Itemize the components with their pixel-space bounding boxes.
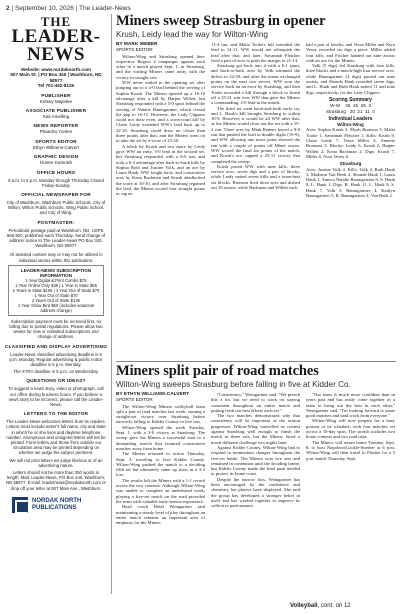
subscription-box bbox=[8, 265, 104, 316]
story-paragraph: The Miners returned to action Thursday, Sept. 3, traveling to face Kidder County. Wilton-Wing pushed the match to a deciding fifth set but ultimately came up short in a 3-2 loss. bbox=[116, 451, 205, 478]
letters-text: The Leader-News welcomes letters from its readers. Letters must include writer's full name, city and state in which he or she lives and daytime telephone number. Anonymous and unsigned letters will not be printed. Form letters and those from outside our circulation area may be printed depending on whether we judge the subject pertinent. bbox=[6, 419, 106, 456]
subscription-line: 2 Years in State $105 | 1 Year Out of State $70 bbox=[12, 287, 100, 293]
questions-text: To suggest a news story, video or photograph, call our office during business hours. If you believe a news story to be incorrect, please call the Leader-News. bbox=[8, 386, 104, 407]
story-column bbox=[306, 42, 395, 198]
story-paragraph: Despite the narrow loss, Weingartner has been encouraged by the confidence and chemistry her players have displayed. She said the group has developed a stronger belief in itself and has worked together to improve its collective performance. bbox=[211, 476, 300, 509]
story-divider bbox=[116, 361, 396, 362]
publisher-logo bbox=[12, 497, 100, 513]
story-paragraph: Krush paced WW with nine kills, three service aces, seven digs and a pair of blocks, while Leidy netted seven kills and a team-best six blocks. Bronson fired three aces and dished out 10 assists, while Backman and Willett each bbox=[211, 163, 300, 191]
story-byline: BY ETHYN WILLIAMS-CALVERT bbox=[116, 392, 190, 397]
publisher-logo-icon bbox=[12, 497, 28, 513]
story-deck: Wilton-Wing sweeps Strasburg before falling in five at Kidder Co. bbox=[116, 380, 351, 389]
subscription-line: 1 Year Digital & Print Combo $75 bbox=[25, 277, 87, 283]
questions-title: QUESTIONS OR IDEAS? bbox=[26, 379, 86, 385]
continuation-section: Volleyball bbox=[290, 603, 318, 609]
staff-name: Ethyn Williams-Calvert bbox=[32, 144, 80, 150]
office-hours-title: OFFICE HOURS bbox=[36, 170, 76, 176]
classified-extra: The XTRA deadline is 5 p.m. on Wednesday. bbox=[13, 369, 99, 375]
story-paragraph: Volk (5 digs) led Strasburg with four kills, three blocks and a match-high four service aces, while Baumgartner (4 digs) passed out nine assists, and Shonda Hauk recorded seven digs, and L. Hauk and Ruth Hauk netted 11 and nine digs, respectively, for the Lady Clippers. bbox=[306, 63, 395, 95]
subscription-title: LEADER-NEWS SUBSCRIPTION INFORMATION bbox=[20, 267, 92, 278]
masthead-title: LEADER-NEWS bbox=[11, 26, 101, 65]
classified-title: CLASSIFIED AND DISPLAY ADVERTISING bbox=[4, 344, 108, 350]
column-divider bbox=[111, 14, 112, 594]
continuation-page: cont. on 12 bbox=[320, 603, 351, 609]
story-paragraph: Against Kidder County, Wilton-Wing had to respond to momentum changes throughout the five-set battle. The Miners won two sets and remained in contention until the deciding frame, but Kidder County made the final push needed to protect its home court. bbox=[211, 444, 300, 477]
story-paragraph: 11-4 run, and Malia Tooke's kill extended the lead to 14-11. WW would not relinquish the lead after that, and later, Savannah Fletcher fired a pair of aces to push the margin to 21-14. bbox=[211, 42, 300, 63]
subscription-note: Subscription payment must be received first, no billing due to postal regulations. Please allow two weeks for new or restarted subscriptions and change of address. bbox=[9, 318, 103, 340]
subscription-line: 1 Year Snow Bird $60 (includes seasonal address change) bbox=[17, 302, 95, 313]
subscription-line: 1 Year Out of State $70 bbox=[34, 292, 78, 298]
masthead-the: THE bbox=[40, 14, 72, 29]
classified-text: Leader-News classified advertising deadline is 5 p.m. Monday. Regular advertising & public notice deadline is 5 p.m. Monday. bbox=[9, 351, 103, 367]
masthead-address: 607 Main St. | PO Box 340 | Washburn, ND 58577 bbox=[10, 72, 102, 83]
logo-line: NORDAK NORTH bbox=[32, 498, 82, 505]
story-column bbox=[306, 392, 395, 525]
postmaster-text: Periodicals postage paid at Washburn, ND, USPS 666-920, published each Thursday. Send change of address notice to The Leader-News PO Box 340, Washburn, ND 58577 bbox=[6, 227, 106, 249]
staff-title: SPORTS EDITOR bbox=[35, 139, 77, 145]
logo-line: PUBLICATIONS bbox=[32, 504, 77, 511]
page-number: 2 bbox=[6, 5, 10, 12]
leaders-text: Aces: Sophia Krush 3, Myah Bronson 3, Malia Tooke 1, Savannah Fletcher 1. Kills: Krush 9, Claire Leidy 7, Tessa Miller 4, Annette Bronnert 3. Blocks: Leidy 6, Krush 2, Harper Willett 2, Kena Backman 2. Digs: Krush 7, Miller 6, Nora Vesey 6. bbox=[306, 127, 395, 159]
story-paragraph: A block by Krush and two more by Leidy gave WW an early, 3-0 lead in the second set, but Strasburg responded with a 6-0 run, and took a 6-3 advantage after back-to-back kills by Sophia Roth and Justine Volk, and an ace by Laura Hauk. WW fought back, and consecutive aces by Kena Backman and Krush deadlocked the score at 10-10, and after Strasburg regained the lead, the Miners scored four straight points to cap an bbox=[116, 143, 205, 197]
story-column bbox=[211, 392, 300, 525]
story-paragraph: The third set went back-and-forth early on, and L. Hauk's kill brought Strasburg to within 10-9. However, it would be all WW after that, as the Miners would close out the set with a 15-2 run. Three aces by Miah Renner keyed a 9-0 run that pushed the lead to double digits (19-9), and WW allowing one more point showed the run with a couple of points off Miner errors, WW scored the final six points of the match, and Krush's ace capped a 25-11 victory that completed the sweep. bbox=[211, 105, 300, 164]
staff-name: Phaedra Yunker bbox=[39, 129, 73, 135]
office-hours-text: 9 a.m. to 5 p.m. Monday through Thursday Closed Friday-Sunday bbox=[8, 177, 104, 188]
masthead-website: Website: www.nordaknorth.com bbox=[21, 67, 91, 72]
letters-title: LETTERS TO THE EDITOR bbox=[23, 412, 89, 418]
story-paragraph: Wilton-Wing and Strasburg opened their respective Region 4 campaigns against each other in a match played Sept. 1, in Strasburg, and the visiting Miners came away with the victory in straight sets. bbox=[116, 53, 205, 80]
story-paragraph: "Our team is much more confident than in years past and has really come together as a team to bring out the best in each other," Weingartner said. "I'm looking forward to some good matches and hard work from everyone." bbox=[306, 392, 395, 419]
scoring-row: Strasburg 20 21 11 0 bbox=[326, 108, 375, 114]
assistance-note: All assisted content may or may not be utilized in individual stories within this publication. bbox=[9, 252, 103, 263]
story-split bbox=[116, 364, 396, 525]
story-paragraph: Strasburg got back into it with a 6-1 spurt, and back-to-back aces by Volk trimmed the deficit to 22-20, and after the teams exchanged points on the next two serves, WW won the service back on an error by Strasburg, and then Tooke recorded a kill through a block to finish off a 25-21 win over WW that gave the Miners a commanding, 2-0 lead in the match. bbox=[211, 63, 300, 106]
issue-date: September 10, 2026 bbox=[14, 5, 74, 12]
story-column bbox=[116, 42, 205, 198]
story-paragraph: Head coach Heidi Weingartner said maintaining a steady level of play throughout an entire match remains an important area of emphasis for the Miners. bbox=[116, 504, 205, 526]
story-deck: Krush, Leidy lead the way for Wilton-Wing bbox=[116, 30, 268, 39]
staff-title: NEWS REPORTER bbox=[33, 124, 79, 130]
official-newspaper-text: City of Washburn, Washburn Public Schools, City of Wilton, Wilton Public Schools, Wing Public School, and City of Wing. bbox=[6, 199, 106, 216]
story-credit: SPORTS EDITOR bbox=[116, 47, 153, 53]
story-paragraph: The results left the Miners with a 1-1 record across the two contests. Although Wilton-Wing was unable to complete an undefeated week, playing a five-set match on the road provided the team with valuable early-season experience. bbox=[116, 477, 205, 504]
scoring-title: Scoring Summary bbox=[329, 96, 372, 103]
story-byline: BY MARK WEBER bbox=[116, 42, 158, 47]
official-newspaper-title: OFFICIAL NEWSPAPER FOR bbox=[21, 192, 91, 198]
subscription-line: 1 Year Online Only $35 | 1 Year in State $55 bbox=[15, 282, 97, 288]
story-headline: Miners split pair of road matches bbox=[116, 363, 319, 379]
letters-text: Letters should not be more than 250 words in length. Mail: Leader-News, PO Box 340, Washburn, ND 58577. E-mail: leadernews@nordaknorth.com or drop off your letter at 607 Main Ave., Washburn. bbox=[6, 470, 106, 491]
story-paragraph: The two matches demonstrated why that consistency will be important as the season progresses. Wilton-Wing controlled its contest against Strasburg well enough to finish the match in three sets, but the Miners faced a much different challenge two nights later. bbox=[211, 413, 300, 445]
story-sweep bbox=[116, 14, 396, 198]
story-column bbox=[211, 42, 300, 198]
staff-name: Hunter Kamrath bbox=[39, 160, 73, 166]
strasburg-text: Aces: Justine Volk 4. Kills: Volk 4, Ruth Hauk 3, Madison Van Beek 2, Shonda Hauk 1, Laura Hauk 1, Annica Natalie Baumgartner 9, S. Hauk 8, L. Hauk 1. Digs: R. Hauk 11, L. Hauk 9, S. Hauk 7, Volk 5, Baumgartner 4, Kaitlyn Baumgartner 5, R. Baumgartner 4, Van Beek 2. bbox=[306, 166, 395, 199]
story-paragraph: "Consistency," Weingartner said. "We preach this a lot, but we need to work on staying consistent throughout an entire match and putting forth our best efforts each set." bbox=[211, 392, 300, 413]
story-paragraph: The Wilton-Wing Miners volleyball team split a pair of road matches last week, earning a straight-set victory over Strasburg before narrowly falling to Kidder County in five sets. bbox=[116, 403, 205, 425]
story-paragraph: WW never trailed in the opening set after jumping out to a 4-0 lead behind the serving of Sophia Krush. The Miners opened up a 16-10 advantage after a kill by Harper Willett, but Strasburg responded with a 5-0 spurt behind the serving of Natalie Baumgartner, which closed the gap to 16-15. However, the Lady Clippers could not draw even, and a cross-court kill by Claire Leidy extended WW's lead back up to 22-18. Strasburg could draw no closer than three points after that, and the Miners went on to take the set by a score of 25-20. bbox=[116, 80, 205, 144]
story-column bbox=[116, 392, 205, 525]
staff-title: ASSOCIATE PUBLISHER bbox=[25, 108, 87, 114]
scoring-row: W-W 25 25 25 3 bbox=[330, 103, 371, 109]
paper-name: The Leader-News bbox=[79, 5, 131, 12]
page-header: 2 | September 10, 2026 | The Leader-News bbox=[6, 5, 131, 12]
subscription-line: 2 Years Out of State $135 bbox=[32, 297, 80, 303]
story-paragraph: had a pair of blocks, and Tessa Miller and Nora Vesey recorded six digs a piece. Miller added four kills, and Fischer handed out nine assists with an ace for the Miners. bbox=[306, 42, 395, 63]
staff-title: GRAPHIC DESIGN bbox=[33, 155, 79, 161]
postmaster-title: POSTMASTER: bbox=[37, 220, 75, 226]
continuation-note: Volleyball, cont. on 12 bbox=[290, 603, 351, 609]
masthead-phone: Tel 701-462-8126 bbox=[37, 83, 75, 88]
staff-name: Kelsey Majeske bbox=[39, 98, 73, 104]
leaders-title: Individual Leaders bbox=[328, 115, 373, 122]
letters-text: We will not print letters we judge libelous or of an advertising nature. bbox=[9, 457, 103, 468]
story-headline: Miners sweep Strasburg in opener bbox=[116, 13, 326, 29]
leaders-subtitle: Wilton-Wing bbox=[337, 122, 364, 128]
masthead-column bbox=[4, 14, 108, 513]
story-paragraph: Wilton-Wing will now prepare for a busy portion of its schedule, with four matches set across a 10-day span. The stretch includes two home contests and two road trips. bbox=[306, 418, 395, 440]
story-paragraph: The Miners will return home Tuesday, Sept. 8, to host Napoleon/Gackle-Streeter at 6 p.m. Wilton-Wing will then travel to Flasher for a 5 p.m. match Thursday, Sept. bbox=[306, 439, 395, 461]
staff-title: PUBLISHER bbox=[41, 93, 71, 99]
strasburg-title: Strasburg bbox=[339, 161, 362, 167]
story-paragraph: Wilton-Wing opened the week Tuesday, Sept. 1, with a 3-0 victory at Strasburg. The sweep gave the Miners a successful start to a demanding stretch that featured consecutive matches away from home. bbox=[116, 424, 205, 451]
staff-name: Kali Amelling bbox=[42, 113, 70, 119]
story-credit: SPORTS EDITOR bbox=[116, 397, 153, 403]
